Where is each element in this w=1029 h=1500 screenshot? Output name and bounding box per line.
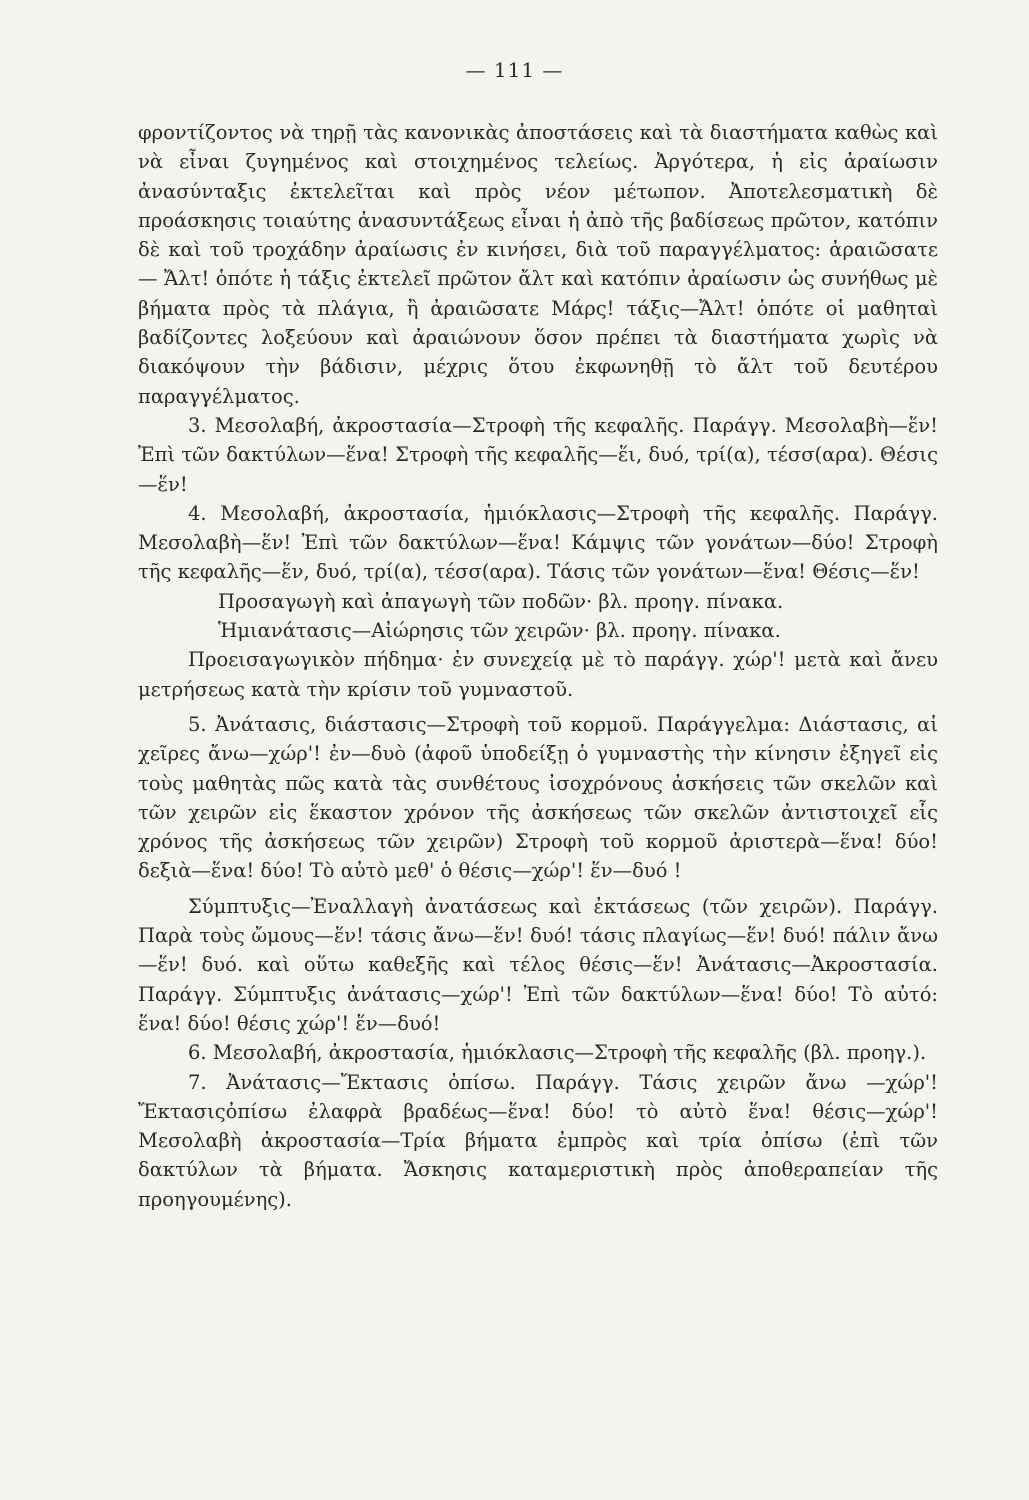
paragraph-1: φροντίζοντος νὰ τηρῇ τὰς κανονικὰς ἀποστάσεις καὶ τὰ διαστήματα καθὼς καὶ νὰ εἶναι ζυγημένος καὶ στοιχημένος τελείως. Ἀργότερα, ἡ εἰς ἀραίωσιν ἀνασύνταξις ἐκτελεῖται καὶ πρὸς νέον μέτωπον. Ἀποτελεσματικὴ δὲ προάσκησις τοιαύτης ἀνασυντάξεως εἶναι ἡ ἀπὸ τῆς βαδίσεως πρῶτον, κατόπιν δὲ καὶ τοῦ τροχάδην ἀραίωσις ἐν κινήσει, διὰ τοῦ παραγγέλματος: ἀραιῶσατε — Ἄλτ! ὁπότε ἡ τάξις ἐκτελεῖ πρῶτον ἄλτ καὶ κατόπιν ἀραίωσιν ὡς συνήθως μὲ βήματα πρὸς τὰ πλάγια, ἢ ἀραιῶσατε Μάρς! τάξις—Ἄλτ! ὁπότε οἱ μαθηταὶ βαδίζοντες λοξεύουν καὶ ἀραιώνουν ὅσον πρέπει τὰ διαστήματα χωρὶς νὰ διακόψουν τὴν βάδισιν, μέχρις ὅτου ἐκφωνηθῇ τὸ ἄλτ τοῦ δευτέρου παραγγέλματος. (138, 121, 938, 408)
paragraph-10: 7. Ἀνάτασις—Ἔκτασις ὀπίσω. Παράγγ. Τάσις χειρῶν ἄνω —χώρ'! Ἔκτασιςὀπίσω ἐλαφρὰ βραδέως—ἕνα! δύο! τὸ αὐτὸ ἕνα! θέσις—χώρ'! Μεσολαβὴ ἀκροστασία—Τρία βήματα ἐμπρὸς καὶ τρία ὀπίσω (ἐπὶ τῶν δακτύλων τὰ βήματα. Ἄσκησις καταμεριστικὴ πρὸς ἀποθεραπείαν τῆς προηγουμένης). (138, 1070, 938, 1211)
paragraph-2: 3. Μεσολαβή, ἀκροστασία—Στροφὴ τῆς κεφαλῆς. Παράγγ. Μεσολαβὴ—ἕν! Ἐπὶ τῶν δακτύλων—ἕνα! Στροφὴ τῆς κεφαλῆς—ἕι, δυό, τρί(α), τέσσ(αρα). Θέσις—ἕν! (138, 413, 938, 496)
paragraph-9: 6. Μεσολαβή, ἀκροστασία, ἡμιόκλασις—Στροφὴ τῆς κεφαλῆς (βλ. προηγ.). (188, 1041, 927, 1065)
paragraph-7: 5. Ἀνάτασις, διάστασις—Στροφὴ τοῦ κορμοῦ. Παράγγελμα: Διάστασις, αἱ χεῖρες ἄνω—χώρ'! ἐν—δυὸ (ἀφοῦ ὑποδείξῃ ὁ γυμναστὴς τὴν κίνησιν ἐξηγεῖ εἰς τοὺς μαθητὰς πῶς κατὰ τὰς συνθέτους ἰσοχρόνους ἀσκήσεις τῶν σκελῶν καὶ τῶν χειρῶν εἰς ἕκαστον χρόνον τῆς ἀσκήσεως τῶν σκελῶν ἀντιστοιχεῖ εἷς χρόνος τῆς ἀσκήσεως τῶν χειρῶν) Στροφὴ τοῦ κορμοῦ ἀριστερὰ—ἕνα! δύο! δεξιὰ—ἕνα! δύο! Τὸ αὐτὸ μεθ' ὁ θέσις—χώρ'! ἕν—δυό ! (138, 712, 938, 883)
paragraph-3: 4. Μεσολαβή, ἀκροστασία, ἡμιόκλασις—Στροφὴ τῆς κεφαλῆς. Παράγγ. Μεσολαβὴ—ἕν! Ἐπὶ τῶν δακτύλων—ἕνα! Κάμψις τῶν γονάτων—δύο! Στροφὴ τῆς κεφαλῆς—ἕν, δυό, τρί(α), τέσσ(αρα). Τάσις τῶν γονάτων—ἕνα! Θέσις—ἕν! (138, 501, 938, 584)
paragraph-8: Σύμπτυξις—Ἐναλλαγὴ ἀνατάσεως καὶ ἐκτάσεως (τῶν χειρῶν). Παράγγ. Παρὰ τοὺς ὤμους—ἕν! τάσις ἄνω—ἕν! δυό! τάσις πλαγίως—ἕν! δυό! πάλιν ἄνω—ἕν! δυό. καὶ οὕτω καθεξῆς καὶ τέλος θέσις—ἕν! Ἀνάτασις—Ἀκροστασία. Παράγγ. Σύμπτυξις ἀνάτασις—χώρ'! Ἐπὶ τῶν δακτύλων—ἕνα! δύο! Τὸ αὐτό: ἕνα! δύο! θέσις χώρ'! ἕν—δυό! (138, 894, 938, 1035)
paragraph-6: Προεισαγωγικὸν πήδημα· ἐν συνεχείᾳ μὲ τὸ παράγγ. χώρ'! μετὰ καὶ ἄνευ μετρήσεως κατὰ τὴν κρίσιν τοῦ γυμναστοῦ. (138, 648, 938, 701)
paragraph-4: Προσαγωγὴ καὶ ἀπαγωγὴ τῶν ποδῶν· βλ. προηγ. πίνακα. (218, 589, 784, 613)
paragraph-5: Ἡμιανάτασις—Αἰώρησις τῶν χειρῶν· βλ. προηγ. πίνακα. (218, 619, 781, 643)
body-text (138, 118, 938, 1214)
page-number: — 111 — (465, 58, 564, 82)
